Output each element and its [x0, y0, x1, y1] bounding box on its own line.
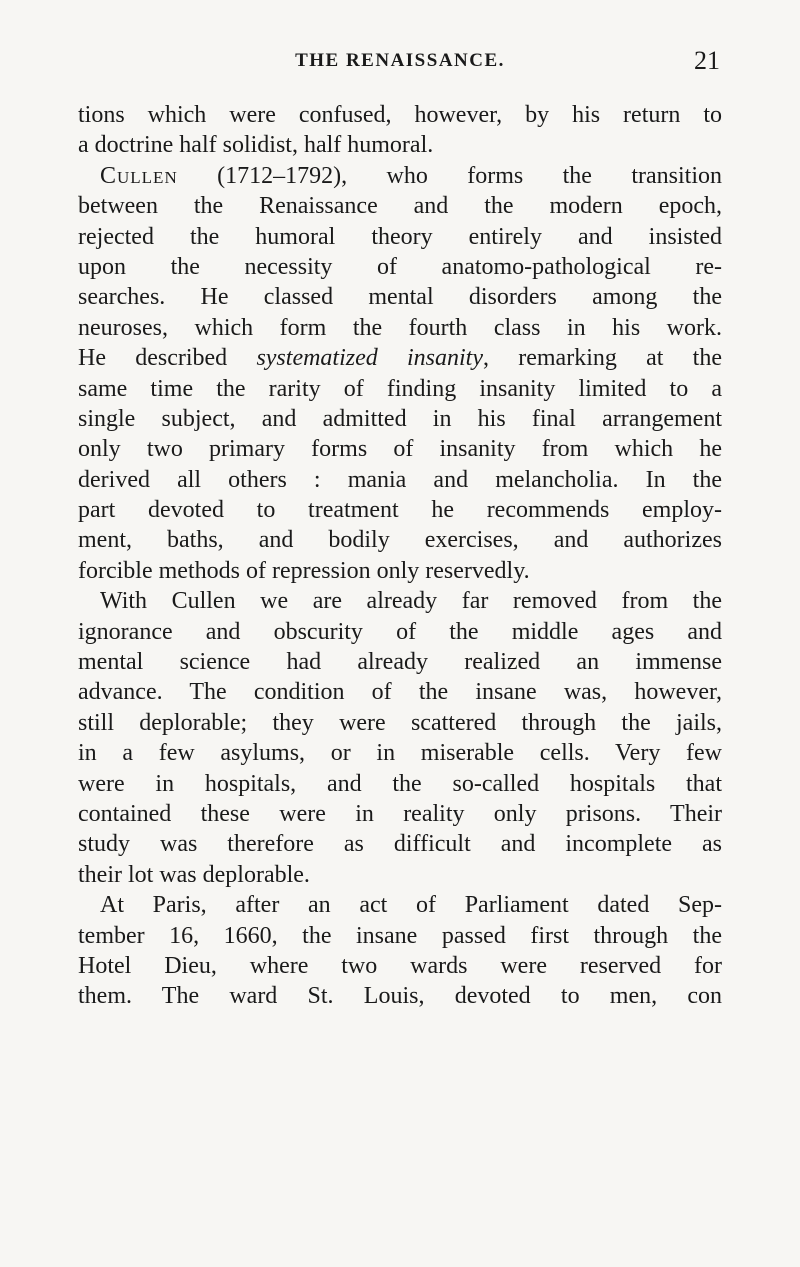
text-line: forcible methods of repression only reservedly. [78, 557, 530, 584]
text-line: ignorance and obscurity of the middle ages and [78, 618, 722, 645]
text-line [78, 343, 722, 373]
text-line: Hotel Dieu, where two wards were reserved for [78, 952, 722, 979]
text-fragment: He described [78, 345, 228, 372]
text-line: same time the rarity of finding insanity limited to a [78, 375, 722, 402]
text-line: only two primary forms of insanity from which he [78, 436, 722, 463]
text-line: part devoted to treatment he recommends employ- [78, 497, 722, 524]
text-line: advance. The condition of the insane was, however, [78, 679, 722, 706]
text-line: single subject, and admitted in his final arrangement [78, 405, 722, 432]
text-line: them. The ward St. Louis, devoted to men, con [78, 983, 722, 1010]
page-number: 21 [694, 46, 720, 75]
systematized-insanity-term: systematized insanity [256, 345, 483, 372]
text-line: in a few asylums, or in miserable cells. Very few [78, 740, 722, 767]
text-line: contained these were in reality only prisons. Their [78, 800, 722, 827]
text-line [78, 161, 722, 191]
running-head [80, 46, 720, 80]
text-line: tions which were confused, however, by his return to [78, 102, 722, 128]
text-line: searches. He classed mental disorders among the [78, 284, 722, 311]
text-line: neuroses, which form the fourth class in his work. [78, 314, 722, 341]
text-fragment: , remarking at the [483, 345, 723, 372]
text-line: At Paris, after an act of Parliament dated Sep- [100, 892, 722, 919]
cullen-name: Cullen [100, 162, 178, 189]
running-title: THE RENAISSANCE. [295, 50, 505, 71]
text-line: upon the necessity of anatomo-pathological re- [78, 253, 722, 280]
text-line: mental science had already realized an immense [78, 649, 722, 676]
text-line: between the Renaissance and the modern epoch, [78, 193, 722, 220]
text-line: a doctrine half solidist, half humoral. [78, 132, 434, 159]
text-line: With Cullen we are already far removed from the [100, 588, 722, 615]
text-line: their lot was deplorable. [78, 861, 310, 888]
text-fragment: (1712–1792), who forms the transition [217, 162, 722, 189]
text-line: rejected the humoral theory entirely and insisted [78, 223, 722, 250]
text-line: tember 16, 1660, the insane passed first through the [78, 922, 722, 949]
text-line: study was therefore as difficult and incomplete as [78, 831, 722, 858]
text-line: ment, baths, and bodily exercises, and authorizes [78, 527, 722, 554]
text-line: derived all others : mania and melancholia. In the [78, 466, 722, 493]
body-text [78, 100, 722, 1012]
text-line: still deplorable; they were scattered through the jails, [78, 709, 722, 736]
text-line: were in hospitals, and the so-called hospitals that [78, 770, 722, 797]
